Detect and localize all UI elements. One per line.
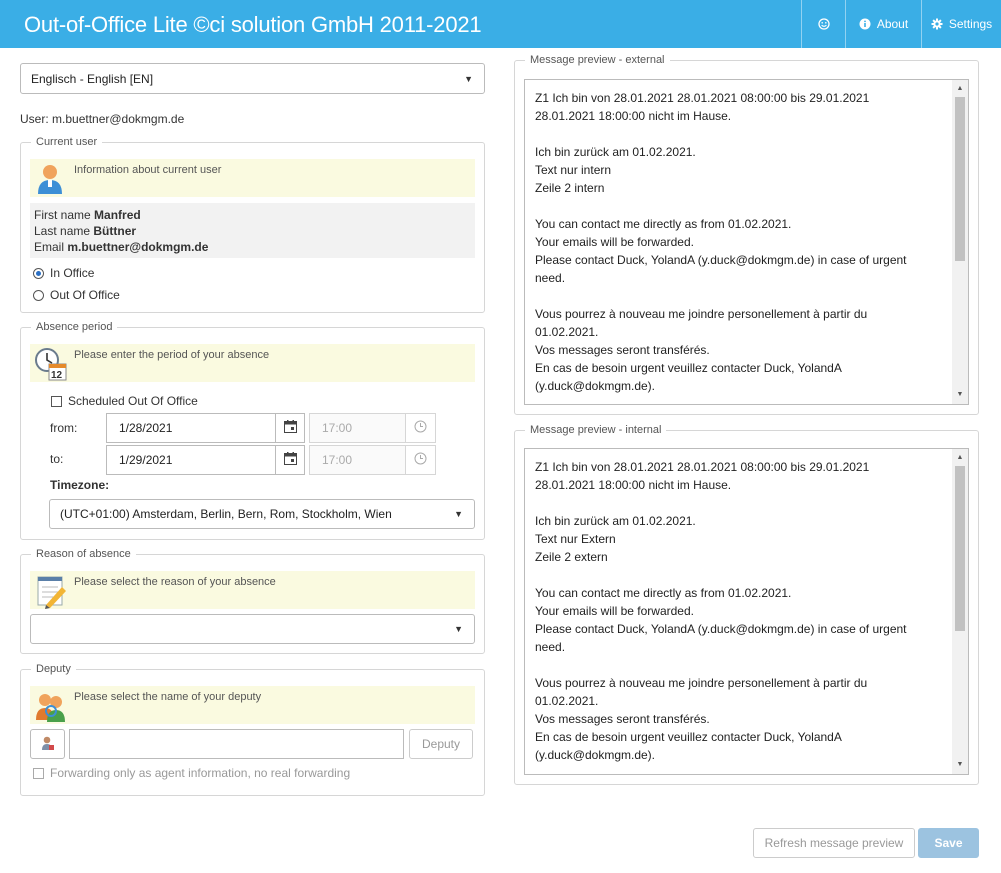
calendar-icon	[284, 420, 297, 436]
scheduled-label: Scheduled Out Of Office	[68, 394, 198, 408]
absence-info	[30, 344, 475, 382]
forwarding-checkbox[interactable]	[33, 766, 350, 780]
reason-legend: Reason of absence	[36, 548, 131, 560]
to-time-value: 17:00	[322, 453, 353, 467]
user-icon	[34, 161, 66, 198]
scroll-down-icon[interactable]: ▼	[956, 761, 964, 768]
user-line	[20, 112, 184, 126]
reason-select[interactable]	[30, 614, 475, 644]
about-button[interactable]	[845, 0, 921, 48]
user-details	[30, 203, 475, 258]
notepad-pencil-icon	[34, 573, 68, 612]
deputy-info-text: Please select the name of your deputy	[74, 691, 262, 703]
in-office-label: In Office	[50, 266, 95, 280]
calendar-icon	[284, 452, 297, 468]
clock-icon	[414, 420, 427, 436]
reason-info	[30, 571, 475, 609]
reason-info-text: Please select the reason of your absence	[74, 576, 276, 588]
from-date-input[interactable]	[106, 413, 276, 443]
absence-info-text: Please enter the period of your absence	[74, 349, 270, 361]
user-lookup-icon	[41, 735, 55, 754]
scroll-down-icon[interactable]: ▼	[956, 391, 964, 398]
app-title: Out-of-Office Lite ©ci solution GmbH 2011-2021	[24, 12, 482, 37]
preview-external-text: Z1 Ich bin von 28.01.2021 28.01.2021 08:00:00 bis 29.01.2021 28.01.2021 18:00:00 nicht im Hause. Ich bin zurück am 01.02.2021. Text nur intern Zeile 2 intern You can contact me directly as from 01.02.2021. Your emails will be forwarded. Please contact Duck, YolandA (y.duck@dokmgm.de) in case of urgent need. Vous pourrez à nouveau me joindre personellement à partir du 01.02.2021. Vos messages seront transférés. En cas de besoin urgent veuillez contacter Duck, YolandA (y.duck@dokmgm.de).	[535, 91, 907, 393]
preview-internal-textarea[interactable]	[524, 448, 969, 775]
current-user-info-text: Information about current user	[74, 164, 222, 176]
out-of-office-label: Out Of Office	[50, 288, 120, 302]
timezone-selected: (UTC+01:00) Amsterdam, Berlin, Bern, Rom, Stockholm, Wien	[60, 507, 392, 521]
current-user-info	[30, 159, 475, 197]
svg-text:12: 12	[51, 370, 63, 381]
out-of-office-radio[interactable]	[33, 288, 120, 302]
chevron-down-icon: ▼	[454, 509, 463, 519]
scroll-up-icon[interactable]: ▲	[956, 454, 964, 461]
email-value: m.buettner@dokmgm.de	[67, 240, 209, 254]
clock-icon	[414, 452, 427, 468]
from-date-value: 1/28/2021	[119, 421, 173, 435]
absence-period-legend: Absence period	[36, 321, 113, 333]
checkbox-icon[interactable]	[51, 396, 62, 407]
scrollbar[interactable]	[952, 449, 968, 774]
from-time-input[interactable]	[309, 413, 406, 443]
deputy-addressbook-button[interactable]	[30, 729, 65, 759]
first-name-value: Manfred	[94, 208, 141, 222]
save-button[interactable]: Save	[918, 828, 979, 858]
chevron-down-icon: ▼	[464, 73, 473, 84]
from-calendar-button[interactable]	[275, 413, 305, 443]
scroll-thumb[interactable]	[955, 97, 965, 261]
gear-icon	[931, 18, 943, 30]
radio-unselected-icon[interactable]	[33, 290, 44, 301]
deputy-legend: Deputy	[36, 663, 71, 675]
scroll-thumb[interactable]	[955, 466, 965, 631]
from-time-value: 17:00	[322, 421, 353, 435]
about-label: About	[876, 17, 909, 31]
smiley-icon	[818, 18, 830, 30]
preview-internal-legend: Message preview - internal	[530, 424, 662, 436]
last-name-label: Last name	[34, 224, 91, 238]
scrollbar[interactable]	[952, 80, 968, 404]
from-time-button[interactable]	[405, 413, 436, 443]
to-label: to:	[50, 452, 64, 466]
user-value: m.buettner@dokmgm.de	[52, 112, 185, 126]
info-icon	[859, 18, 871, 30]
checkbox-icon[interactable]	[33, 768, 44, 779]
preview-external-legend: Message preview - external	[530, 54, 665, 66]
forwarding-label: Forwarding only as agent information, no real forwarding	[50, 766, 351, 780]
app-header	[0, 0, 1001, 48]
scroll-up-icon[interactable]: ▲	[956, 85, 964, 92]
language-selected: Englisch - English [EN]	[31, 71, 154, 86]
language-select[interactable]	[20, 63, 485, 94]
smiley-button[interactable]	[801, 0, 845, 48]
current-user-legend: Current user	[36, 136, 98, 148]
first-name-label: First name	[34, 208, 91, 222]
settings-button[interactable]	[921, 0, 1001, 48]
to-date-value: 1/29/2021	[119, 453, 173, 467]
from-label: from:	[50, 421, 78, 435]
timezone-select[interactable]	[49, 499, 475, 529]
clock-calendar-icon	[34, 346, 68, 385]
scheduled-checkbox[interactable]	[51, 394, 198, 408]
email-label: Email	[34, 240, 65, 254]
deputy-info	[30, 686, 475, 724]
radio-selected-icon[interactable]	[33, 268, 44, 279]
to-calendar-button[interactable]	[275, 445, 305, 475]
to-time-button[interactable]	[405, 445, 436, 475]
timezone-label: Timezone:	[50, 478, 110, 492]
to-time-input[interactable]	[309, 445, 406, 475]
deputy-input[interactable]	[69, 729, 404, 759]
preview-external-textarea[interactable]	[524, 79, 969, 405]
deputy-button[interactable]: Deputy	[409, 729, 473, 759]
in-office-radio[interactable]	[33, 266, 94, 280]
user-label: User:	[20, 112, 49, 126]
refresh-preview-button[interactable]: Refresh message preview	[753, 828, 915, 858]
chevron-down-icon: ▼	[454, 624, 463, 634]
to-date-input[interactable]	[106, 445, 276, 475]
settings-label: Settings	[948, 17, 993, 31]
users-icon	[34, 688, 68, 727]
preview-internal-text: Z1 Ich bin von 28.01.2021 28.01.2021 08:00:00 bis 29.01.2021 28.01.2021 18:00:00 nicht im Hause. Ich bin zurück am 01.02.2021. Text nur Extern Zeile 2 extern You can contact me directly as from 01.02.2021. Your emails will be forwarded. Please contact Duck, YolandA (y.duck@dokmgm.de) in case of urgent need. Vous pourrez à nouveau me joindre personellement à partir du 01.02.2021. Vos messages seront transférés. En cas de besoin urgent veuillez contacter Duck, YolandA (y.duck@dokmgm.de).	[535, 460, 907, 762]
last-name-value: Büttner	[93, 224, 137, 238]
